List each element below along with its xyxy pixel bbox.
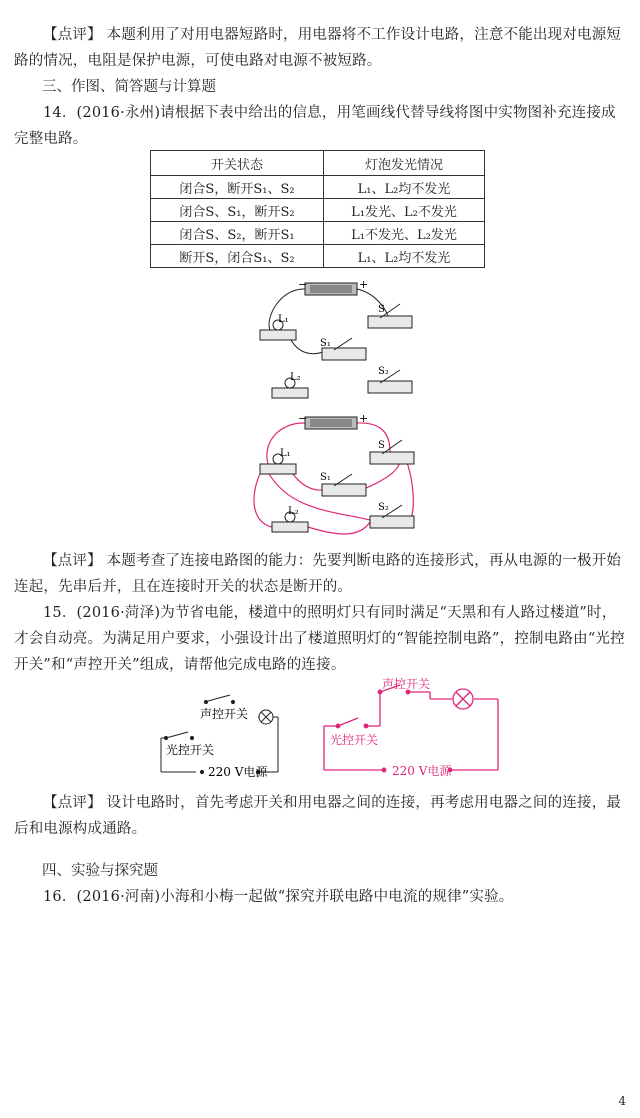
lamp-l1-label: L₁ (278, 314, 289, 325)
table-cell: 断开S，闭合S₁、S₂ (151, 245, 324, 268)
question-prefix: 14．(2016·永州) (43, 105, 161, 121)
table-row (151, 199, 485, 222)
table-row (151, 176, 485, 199)
lamp-l1-label: L₁ (280, 448, 291, 459)
light-switch-label: 光控开关 (166, 743, 215, 757)
circuit-figure-unwired (250, 278, 420, 408)
switch-s-icon (368, 316, 412, 328)
switch-s1-label: S₁ (320, 338, 331, 349)
comment-tag: 【点评】 (43, 795, 102, 811)
switch-s-label: S (378, 304, 385, 315)
sound-switch-blade (208, 695, 230, 701)
switch-s2-label: S₂ (378, 366, 389, 377)
table-header-row (151, 151, 485, 176)
light-switch-blade (166, 732, 188, 738)
table-cell: L₁、L₂均不发光 (324, 245, 485, 268)
table-row (151, 222, 485, 245)
question-text: 为节省电能，楼道中的照明灯只有同时满足“天黑和有人路过楼道”时，才会自动亮。为满足用户要求，小强设计出了楼道照明灯的“智能控制电路”，控制电路由“光控开关”和“声控开关”组成，请帮他完成电路的连接。 (14, 605, 625, 673)
answer-wires (324, 685, 498, 772)
question-16 (14, 884, 626, 910)
lamp-l2-label: L₂ (288, 506, 299, 517)
comment-text: 设计电路时，首先考虑开关和用电器之间的连接，再考虑用电器之间的连接，最后和电源构成通路。 (14, 795, 622, 837)
comment-text: 本题利用了对用电器短路时，用电器将不工作设计电路，注意不能出现对电源短路的情况，电阻是保护电源，可使电路对电源不被短路。 (14, 27, 622, 69)
comment-tag: 【点评】 (43, 553, 102, 569)
comment-paragraph-2 (14, 548, 626, 600)
battery-plus-label: + (359, 278, 369, 291)
question-prefix: 16．(2016·河南) (43, 889, 161, 905)
table-cell: L₁不发光、L₂发光 (324, 222, 485, 245)
switch-s1-icon (322, 348, 366, 360)
table-cell: 闭合S、S₁，断开S₂ (151, 199, 324, 222)
sound-switch-label: 声控开关 (200, 707, 249, 721)
page-number: 4 (618, 1094, 626, 1108)
battery-plus-label: + (359, 412, 369, 425)
question-prefix: 15．(2016·菏泽) (43, 605, 161, 621)
table-cell: L₁、L₂均不发光 (324, 176, 485, 199)
comment-tag: 【点评】 (43, 27, 102, 43)
comment-paragraph-3 (14, 790, 626, 842)
table-cell: 闭合S，断开S₁、S₂ (151, 176, 324, 199)
battery-minus-label: − (298, 278, 308, 291)
switch-state-table (150, 150, 485, 268)
table-cell: L₁发光、L₂不发光 (324, 199, 485, 222)
table-header: 灯泡发光情况 (324, 151, 485, 176)
question-15 (14, 600, 626, 678)
lamp-l2-label: L₂ (290, 372, 301, 383)
table-row (151, 245, 485, 268)
table-cell: 闭合S、S₂，断开S₁ (151, 222, 324, 245)
switch-s-label: S (378, 440, 385, 451)
comment-paragraph-1 (14, 22, 626, 74)
lamp-l1-icon (260, 330, 296, 340)
table-header: 开关状态 (151, 151, 324, 176)
switch-s1-label: S₁ (320, 472, 331, 483)
smart-circuit-unwired (158, 684, 310, 782)
section-heading-4: 四、实验与探究题 (42, 863, 158, 879)
question-text: 请根据下表中给出的信息，用笔画线代替导线将图中实物图补充连接成完整电路。 (14, 105, 616, 147)
circuit-figure-answer (250, 412, 420, 544)
light-switch-label: 光控开关 (330, 733, 379, 747)
battery-minus-label: − (298, 412, 308, 425)
comment-text: 本题考查了连接电路图的能力：先要判断电路的连接形式，再从电源的一极开始连起，先串后并，且在连接时开关的状态是断开的。 (14, 553, 622, 595)
switch-s2-label: S₂ (378, 502, 389, 513)
sound-switch-label: 声控开关 (382, 677, 431, 691)
switch-s2-icon (368, 381, 412, 393)
question-text: 小海和小梅一起做“探究并联电路中电流的规律”实验。 (160, 889, 514, 905)
power-label: 220 V电源 (392, 764, 452, 778)
lamp-l2-icon (272, 388, 308, 398)
power-label: 220 V电源 (208, 765, 268, 779)
smart-circuit-answer (320, 672, 504, 784)
question-14 (14, 100, 626, 152)
section-heading-3: 三、作图、简答题与计算题 (42, 79, 216, 95)
